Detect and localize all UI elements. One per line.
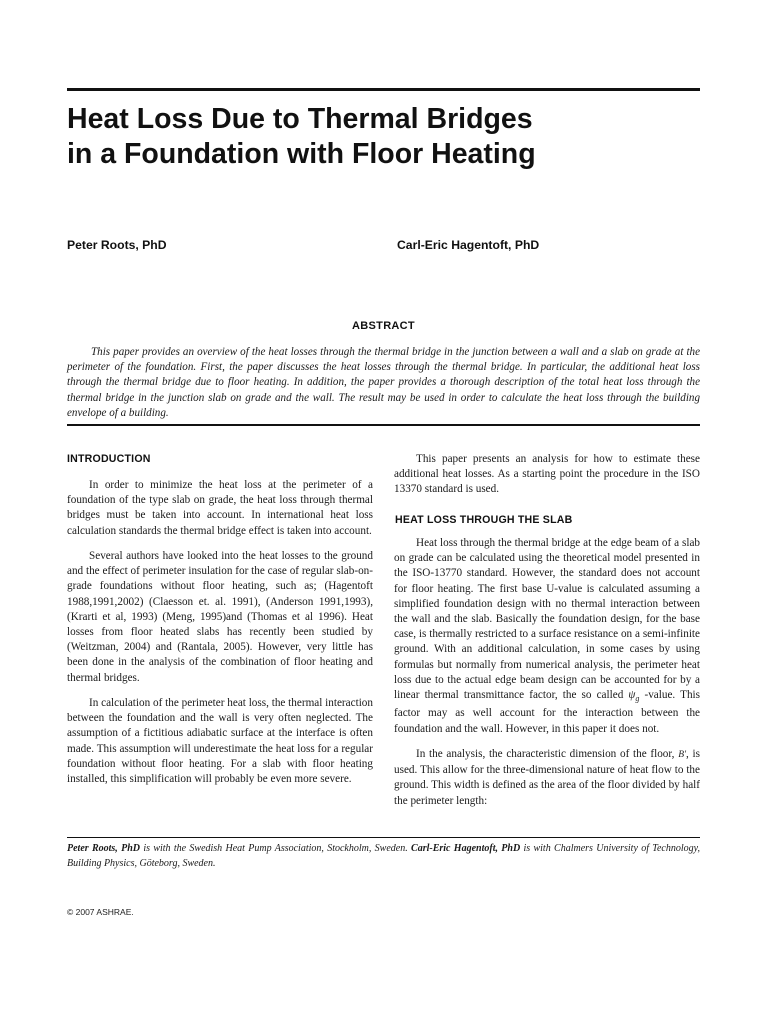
abstract-rule bbox=[67, 424, 700, 426]
intro-paragraph-3: In calculation of the perimeter heat loss, the thermal interaction between the foundation and the wall is very often neglected. The assumption of a fictitious adiabatic surface at the interface is often made. This assumption will underestimate the heat loss for a regular foundation without floor heating. For a slab with floor heating installed, this simplification will probably be even more severe. bbox=[67, 697, 373, 786]
top-rule bbox=[67, 88, 700, 91]
author-1: Peter Roots, PhD bbox=[67, 238, 167, 252]
footnote-text-1: is with the Swedish Heat Pump Association, Stockholm, Sweden. bbox=[140, 843, 412, 854]
slab-p1-before: Heat loss through the thermal bridge at the edge beam of a slab on grade can be calculated using the theoretical model presented in the ISO-13770 standard. However, the standard does not account for floor heating. The first base U-value is calculated assuming a simplified foundation design with no thermal interaction between the wall and the slab. Basically the foundation design, for the base case, is thermally restricted to a surface resistance on a semi-infinite ground. With an additional calculation, in some cases by using formulas but normally from numerical analysis, the perimeter heat loss due to the actual edge beam design can be accounted for by a linear thermal transmittance factor, the so called bbox=[394, 537, 700, 702]
title-line-1: Heat Loss Due to Thermal Bridges bbox=[67, 103, 533, 135]
psi-subscript: g bbox=[635, 694, 640, 704]
right-intro-paragraph: This paper presents an analysis for how to estimate these additional heat losses. As a starting point the procedure in the ISO 13370 standard is used. bbox=[394, 453, 700, 496]
author-2: Carl-Eric Hagentoft, PhD bbox=[397, 238, 540, 252]
footnote-text-2: is with Chalmers University of Technology, Building Physics, Göteborg, Sweden. bbox=[67, 843, 700, 869]
b-prime-symbol: B' bbox=[678, 750, 687, 761]
introduction-heading: INTRODUCTION bbox=[67, 453, 151, 465]
introduction-body bbox=[67, 478, 373, 797]
slab-p2-after: , is used. This allow for the three-dimensional nature of heat flow to the ground. This width is defined as the area of the floor divided by half the perimeter length: bbox=[394, 748, 700, 807]
slab-paragraph-1 bbox=[394, 536, 700, 737]
heat-loss-slab-body bbox=[394, 536, 700, 819]
heat-loss-slab-heading: HEAT LOSS THROUGH THE SLAB bbox=[395, 514, 573, 526]
copyright-notice: © 2007 ASHRAE. bbox=[67, 907, 134, 917]
slab-p1-after: -value. This factor may as well account for the interaction between the foundation and the wall. However, in this paper it does not. bbox=[394, 689, 701, 735]
abstract-heading: ABSTRACT bbox=[352, 320, 415, 332]
slab-paragraph-2 bbox=[394, 747, 700, 809]
paper-title bbox=[67, 102, 707, 172]
slab-p2-before: In the analysis, the characteristic dimension of the floor, bbox=[416, 748, 675, 761]
right-intro-body bbox=[394, 452, 700, 508]
psi-symbol: $\psi_g$ bbox=[628, 689, 640, 704]
footnote-name-1: Peter Roots, PhD bbox=[67, 843, 141, 854]
footnote-rule bbox=[67, 837, 700, 838]
intro-paragraph-1: In order to minimize the heat loss at the perimeter of a foundation of the type slab on grade, the heat loss through thermal bridges must be taken into account. In international heat loss calculation standards the thermal bridge effect is taken into account. bbox=[67, 479, 373, 537]
footnote-name-2: Carl-Eric Hagentoft, PhD bbox=[411, 843, 521, 854]
author-affiliation-footnote bbox=[67, 841, 700, 871]
abstract-text: This paper provides an overview of the heat losses through the thermal bridge in the junction between a wall and a slab on grade at the perimeter of the foundation. First, the paper discusses the heat losses through the thermal bridge. In particular, the additional heat loss through the thermal bridge due to floor heating. In addition, the paper provides a thorough description of the total heat loss through the thermal bridge in the junction slab on grade and the wall. The result may be used in order to calculate the heat loss through the building envelope of a building. bbox=[67, 346, 700, 419]
title-line-2: in a Foundation with Floor Heating bbox=[67, 138, 536, 170]
intro-paragraph-2: Several authors have looked into the heat losses to the ground and the effect of perimeter insulation for the case of regular slab-on-grade foundations without floor heating, such as; (Hagentoft 1988,1991,2002) (Claesson et. al. 1991), (Anderson 1991,1993), (Krarti et al, 1993) (Meng, 1995)and (Thomas et al 1996). Heat losses from floor heated slabs has recently been studied by (Weitzman, 2004) and (Rantala, 2005). However, very little has been done in the analysis of the combination of floor heating and thermal bridges. bbox=[67, 550, 373, 684]
